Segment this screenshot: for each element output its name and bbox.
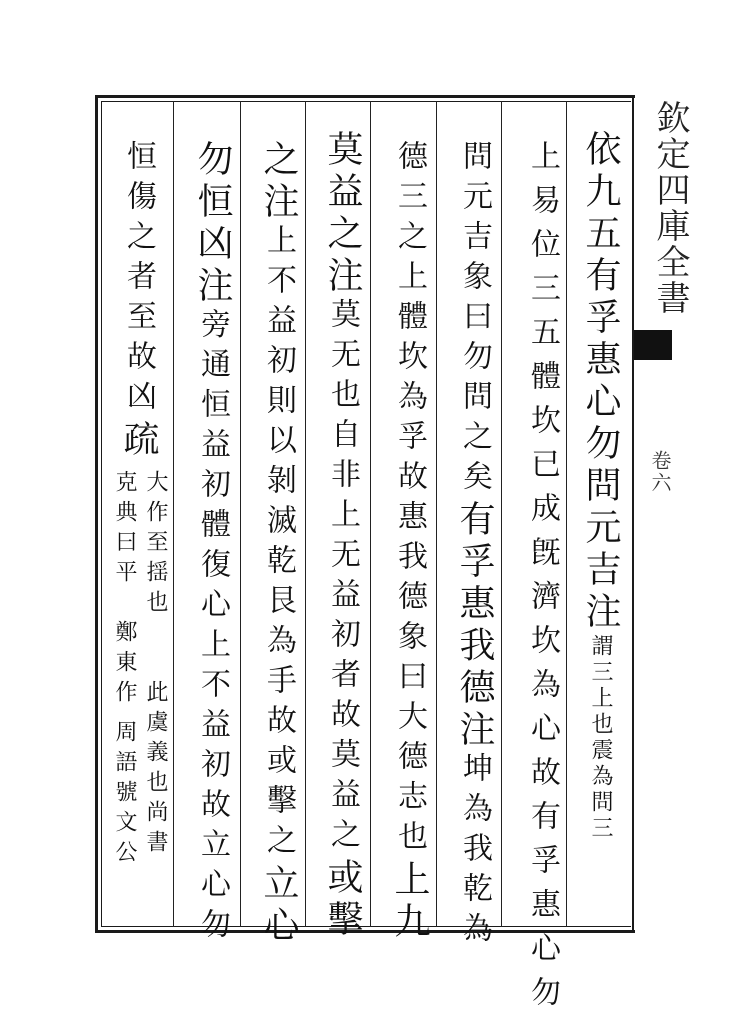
main-text: 立心	[258, 864, 299, 948]
volume-label: 卷六	[648, 450, 672, 494]
column-rule	[305, 101, 306, 927]
commentary-text: 德三之上體坎為孚故惠我德象曰大德志也	[392, 140, 427, 860]
text-column-1	[574, 130, 626, 842]
interlinear-note-left-1	[112, 470, 136, 590]
margin-strip	[632, 95, 634, 933]
main-text: 依九五有孚惠心勿問元吉注	[580, 130, 621, 634]
main-text: 有孚惠我德注	[454, 500, 495, 752]
column-rule	[436, 101, 437, 927]
book-title: 欽定四庫全書	[650, 100, 690, 316]
text-column-4	[383, 140, 435, 944]
commentary-text: 謂三上也震為問三	[588, 634, 613, 842]
column-rule	[240, 101, 241, 927]
commentary-text: 旁通恒益初體復心上不益初故立心勿	[195, 308, 230, 948]
note-text: 此虞義也尚書	[143, 680, 168, 860]
interlinear-note-left-2	[112, 620, 136, 710]
main-text: 之注	[258, 140, 299, 224]
text-column-5	[316, 130, 368, 942]
column-rule	[501, 101, 502, 927]
main-text: 或擊	[322, 858, 363, 942]
note-text: 周語號文公	[112, 720, 137, 870]
fish-tail-mark	[634, 330, 672, 360]
text-column-2	[516, 140, 568, 1020]
commentary-text: 坤為我乾為	[457, 752, 492, 952]
text-column-7	[186, 140, 238, 948]
main-text: 上九	[389, 860, 430, 944]
commentary-text: 上易位三五體坎已成旣濟坎為心故有孚惠心勿	[525, 140, 560, 1020]
text-column-3	[448, 140, 500, 952]
main-text: 疏	[118, 420, 159, 462]
note-text: 大作至揺也	[143, 470, 168, 620]
commentary-text: 問元吉象曰勿問之矣	[457, 140, 492, 500]
note-text: 克典曰平	[112, 470, 137, 590]
interlinear-note-left-3	[112, 720, 136, 870]
interlinear-note-right-1	[143, 470, 167, 620]
commentary-text: 上不益初則以剝滅乾艮為手故或擊之	[261, 224, 296, 864]
commentary-text: 恒傷之者至故凶	[121, 140, 156, 420]
note-text: 鄭東作	[112, 620, 137, 710]
main-text: 勿恒凶注	[192, 140, 233, 308]
main-text: 莫益之注	[322, 130, 363, 298]
interlinear-note-right-2	[143, 680, 167, 860]
column-rule	[370, 101, 371, 927]
column-rule	[173, 101, 174, 927]
text-column-6	[252, 140, 304, 948]
text-column-8	[112, 140, 164, 462]
commentary-text: 莫无也自非上无益初者故莫益之	[325, 298, 360, 858]
